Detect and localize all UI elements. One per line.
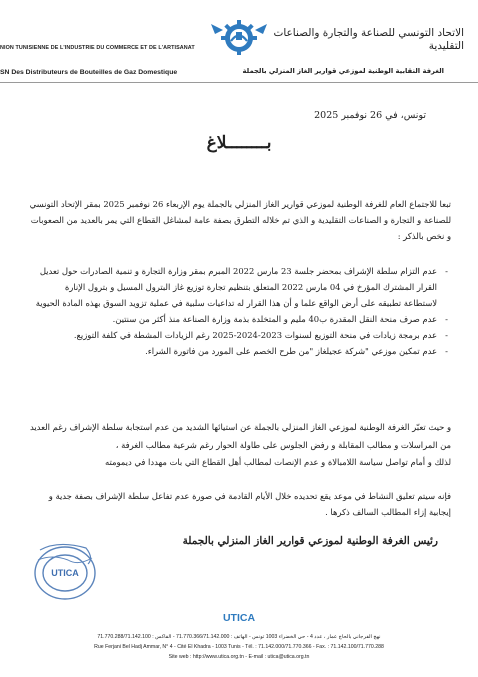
- footer-contact: Site web : http://www.utica.org.tn - E-mail : utica@utica.org.tn: [168, 654, 310, 660]
- document-date: تونس، في 26 نوفمبر 2025: [314, 110, 426, 121]
- protest-paragraph: و حيث تعبّر الغرفة الوطنية لموزعي الغاز المنزلي بالجملة عن استيائها الشديد من عدم استجابة سلطة الإشراف رغم العديد من المراسلات و مطالب المقابلة و رفض الجلوس على طاولة الحوار رغم شرعية مطالب الغرفة ،: [29, 422, 451, 450]
- reason-paragraph: لذلك و أمام تواصل سياسة اللامبالاة و عدم الإنصات لمطالب أهل القطاع التي بات مهددا في ديمومته: [104, 457, 451, 467]
- document-title: بــــــــلاغ: [206, 133, 272, 153]
- grievance-list: [29, 263, 451, 359]
- chamber-name-fr: SN Des Distributeurs de Bouteilles de Gaz Domestique: [0, 69, 178, 76]
- footer-brand: UTICA: [222, 612, 256, 624]
- chamber-name-ar: الغرفة النقابية الوطنية لموزعي قوارير الغاز المنزلي بالجملة: [242, 67, 444, 75]
- header-divider: [0, 82, 478, 83]
- signatory-title: رئيس الغرفة الوطنية لموزعي قوارير الغاز المنزلي بالجملة: [182, 535, 438, 547]
- decision-paragraph: فإنه سيتم تعليق النشاط في موعد يقع تحديده خلال الأيام القادمة في صورة عدم تفاعل سلطة الإشراف بصفة جدية و إيجابية إزاء المطالب السالف ذكرها .: [48, 491, 451, 517]
- list-item: - عدم التزام سلطة الإشراف بمحضر جلسة 23 مارس 2022 المبرم بمقر وزارة التجارة و تنمية الصادرات حول تعديل القرار المشترك المؤرخ في 04 مارس 2022 المتعلق بتنظيم تجارة توزيع غاز البترول المسيل و بترول الإنارة لاستطاعة تطبيقه على أرض الواقع علما و أن هذا القرار له تداعيات سلبية في عملية تزويد السوق بهذه المادة الحيوية: [29, 263, 451, 311]
- list-item: - عدم برمجة زيادات في منحة التوزيع لسنوات 2023-2024-2025 رغم الزيادات المشطة في كلفة التوزيع.: [29, 327, 451, 343]
- stamp-label: UTICA: [51, 568, 79, 578]
- organization-name-fr: NION TUNISIENNE DE L'INDUSTRIE DU COMMERCE ET DE L'ARTISANAT: [0, 45, 195, 51]
- organization-name-ar: الاتحاد التونسي للصناعة والتجارة والصناعات التقليدية: [273, 27, 464, 52]
- footer-address-fr: Rue Ferjani Bel Hadj Ammar, N° 4 - Cité El Khadra - 1003 Tunis - Tél. : 71.142.000/71.770.366 - Fax. : 71.142.100/71.770.288: [94, 644, 384, 650]
- footer-address-ar: نهج الفرجاني بالحاج عمار ، عدد 4 - حي الخضراء 1003 تونس - الهاتف : 71.770.366/71.142.000 - الفاكس : 71.770.288/71.142.100: [97, 634, 381, 640]
- list-item: - عدم تمكين موزعي "شركة عجيلغاز "من طرح الخصم على المورد من فاتورة الشراء.: [29, 343, 451, 359]
- official-stamp-icon: [28, 538, 102, 604]
- list-item: - عدم صرف منحة النقل المقدرة ب40 مليم و المتخلدة بذمة وزارة الصناعة منذ أكثر من سنتين.: [29, 311, 451, 327]
- intro-paragraph: تبعا للاجتماع العام للغرفة الوطنية لموزعي قوارير الغاز المنزلي بالجملة يوم الإربعاء 26 نوفمبر 2025 بمقر الإتحاد التونسي للصناعة و التجارة و الصناعات التقليدية و الذي تم خلاله التطرق بصفة عامة لمشاغل القطاع التي يمر بالعديد من الصعوبات و نخص بالذكر :: [29, 199, 451, 241]
